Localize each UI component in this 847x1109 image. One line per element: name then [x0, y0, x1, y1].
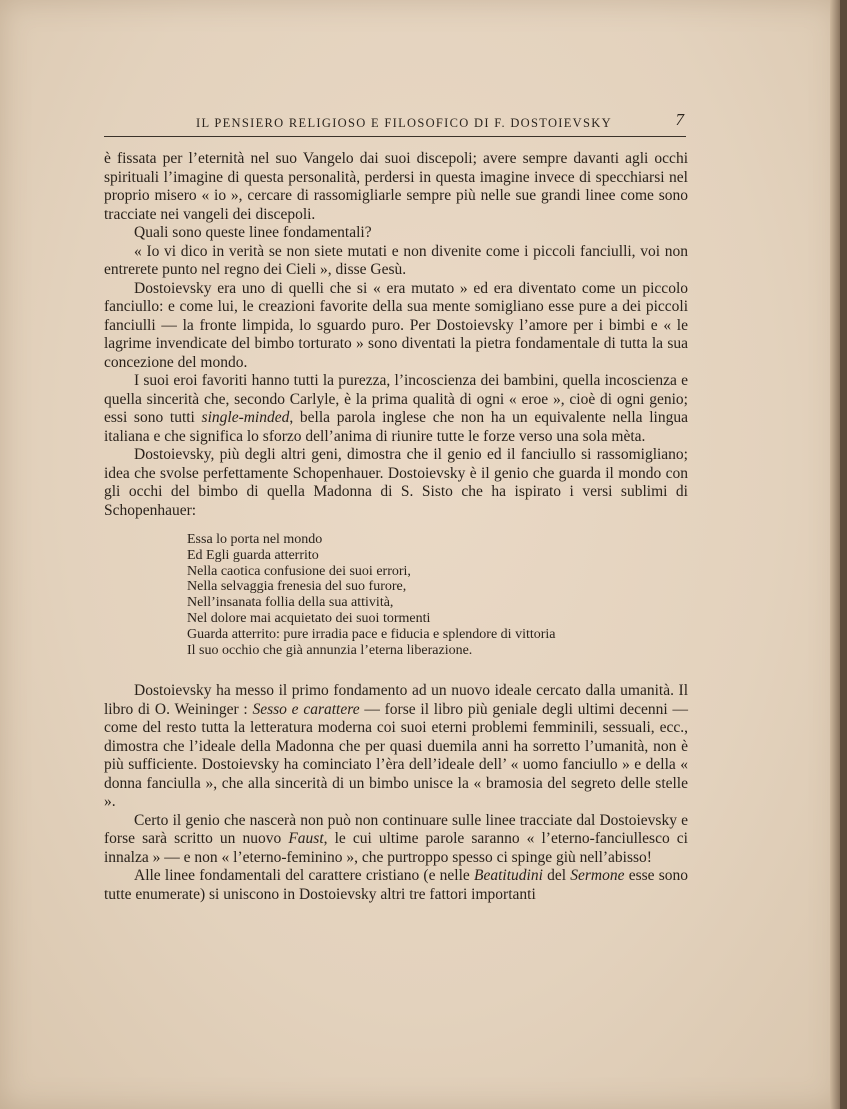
italic-text: Sermone	[570, 867, 625, 885]
paragraph: Dostoievsky era uno di quelli che si « era mutato » ed era diventato come un piccolo fanciullo: e come lui, le creazioni favorite della sua mente somigliano esse pure a dei piccoli fanciulli — la fronte limpida, lo sguardo puro. Per Dostoievsky l’amore per i bimbi e « le lagrime invendicate del bimbo torturato » sono diventati la pietra fondamentale di tutta la sua concezione del mondo.	[104, 279, 688, 371]
verse-line: Ed Egli guarda atterrito	[187, 547, 319, 563]
running-head	[104, 112, 686, 137]
text-span: del	[542, 867, 571, 885]
page-edge	[830, 0, 840, 1109]
text-span: , le cui ultime parole saranno « l’eterno-fanciullesco ci innalza » — e non « l’eterno-feminino », che purtroppo spesso ci spinge giù nell’abisso!	[104, 830, 688, 866]
verse-line: Nell’insanata follia della sua attività,	[187, 595, 394, 611]
text-span: Alle linee fondamentali del carattere cristiano (e nelle	[134, 867, 475, 885]
paragraph	[104, 867, 688, 904]
verse-line: Il suo occhio che già annunzia l’eterna liberazione.	[187, 642, 473, 658]
text-span: , bella parola inglese che non ha un equivalente nella lingua italiana e che significa lo sforzo dell’anima di riunire tutte le forze verso una sola mèta.	[104, 409, 688, 445]
page-number: 7	[675, 110, 684, 129]
text-span: Certo il genio che nascerà non può non continuare sulle linee tracciate dal Dostoievsky e forse sarà scritto un nuovo	[104, 811, 688, 848]
paragraph	[104, 812, 688, 868]
verse-line: Essa lo porta nel mondo	[187, 532, 323, 547]
spacer	[104, 670, 688, 682]
text-span: esse sono tutte enumerate) si uniscono in Dostoievsky altri tre fattori importanti	[104, 867, 689, 903]
italic-text: Beatitudini	[474, 867, 543, 885]
verse-line: Nel dolore mai acquietato dei suoi tormenti	[187, 610, 431, 626]
paragraph	[104, 372, 688, 446]
verse-line: Nella caotica confusione dei suoi errori,	[187, 563, 411, 579]
running-title: IL PENSIERO RELIGIOSO E FILOSOFICO DI F. DOSTOIEVSKY	[196, 116, 612, 130]
paragraph: « Io vi dico in verità se non siete mutati e non divenite come i piccoli fanciulli, voi non entrerete punto nel regno dei Cieli », disse Gesù.	[104, 242, 688, 278]
body-text	[104, 150, 688, 904]
text-span: Dostoievsky ha messo il primo fondamento ad un nuovo ideale cercato dalla umanità. Il libro di O. Weininger :	[104, 682, 688, 718]
paragraph	[104, 682, 688, 812]
text-span: — forse il libro più geniale degli ultimi decenni — come del resto tutta la letteratura moderna coi suoi eterni problemi femminili, sessuali, ecc., dimostra che l’ideale della Madonna che per quasi duemila anni ha sorretto l’umanità, non è più sufficiente. Dostoievsky ha cominciato l’èra dell’ideale dell’ « uomo fanciullo » e della « donna fanciulla », che alla sincerità di un bimbo unisce la « bramosia del segreto delle stelle ».	[104, 700, 688, 811]
paragraph: Quali sono queste linee fondamentali?	[134, 224, 372, 241]
italic-text: Sesso e carattere	[252, 700, 360, 718]
verse-quote	[187, 532, 688, 658]
verse-line: Nella selvaggia frenesia del suo furore,	[187, 579, 407, 595]
verse-line: Guarda atterrito: pure irradia pace e fiducia e splendore di vittoria	[187, 626, 556, 642]
text-span: I suoi eroi favoriti hanno tutti la purezza, l’incoscienza dei bambini, quella incoscienza e quella sincerità che, secondo Carlyle, è la prima qualità di ogni « eroe », cioè di ogni genio; essi sono tutti	[104, 372, 688, 426]
italic-text: Faust	[288, 830, 324, 848]
paragraph: è fissata per l’eternità nel suo Vangelo dai suoi discepoli; avere sempre davanti agli occhi spirituali l’imagine di questa personalità, perdersi in questa imagine invece di specchiarsi nel proprio misero « io », cercare di rassomigliarle sempre più nelle sue grandi linee come sono tracciate nei vangeli dei discepoli.	[104, 150, 688, 223]
paragraph: Dostoievsky, più degli altri geni, dimostra che il genio ed il fanciullo si rassomigliano; idea che svolse perfettamente Schopenhauer. Dostoievsky è il genio che guarda il mondo con gli occhi del bimbo di quella Madonna di S. Sisto che ha ispirato i versi sublimi di Schopenhauer:	[104, 446, 688, 519]
italic-text: single-minded	[201, 409, 290, 426]
